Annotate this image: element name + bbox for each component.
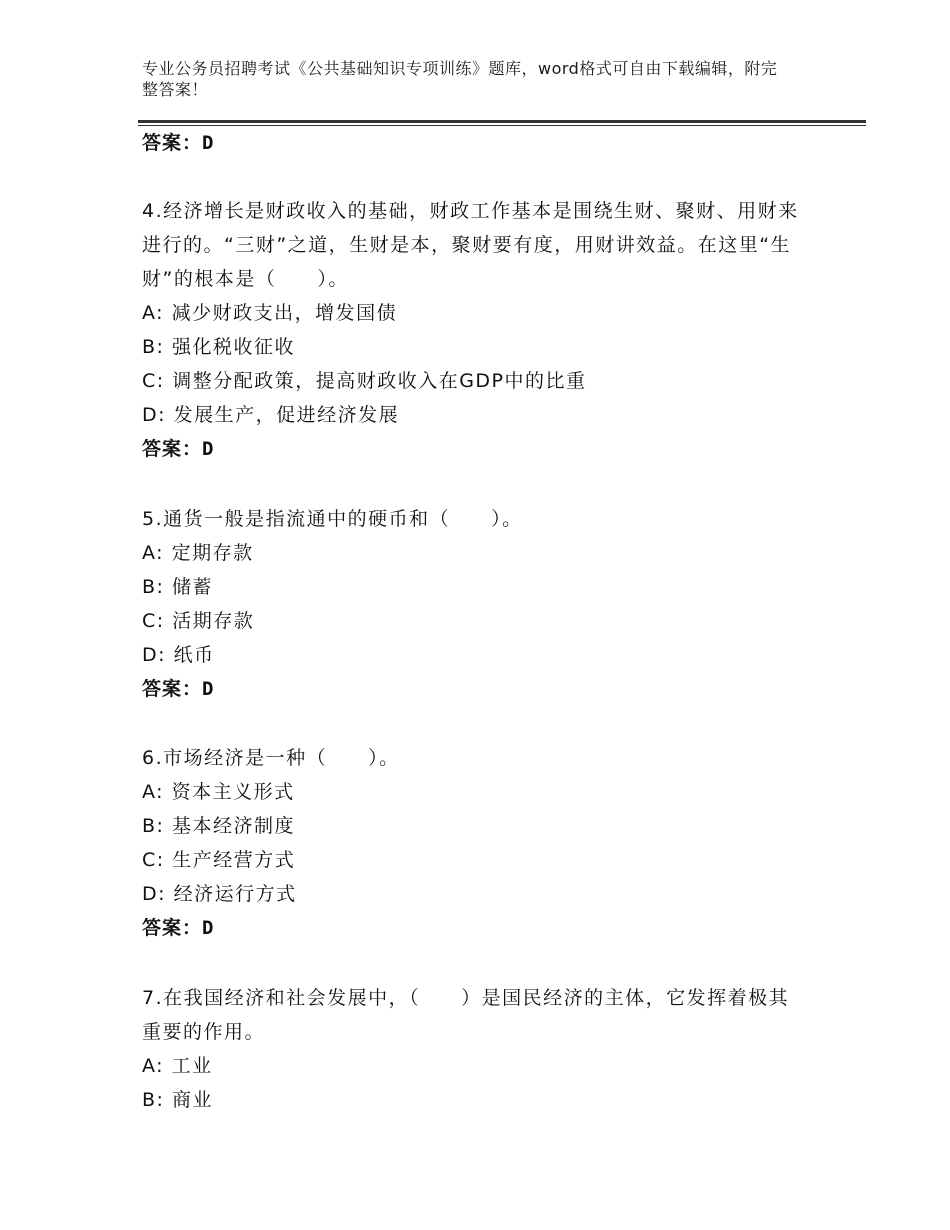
- answer: [142, 432, 802, 466]
- option-b: B: 储蓄: [142, 576, 213, 598]
- question-stem: 5.通货一般是指流通中的硬币和（ ）。: [142, 508, 523, 530]
- option-d: D: 纸币: [142, 644, 215, 666]
- option-a: A: 减少财政支出，增发国债: [142, 302, 398, 324]
- question-5: [142, 502, 802, 706]
- question-stem: 4.经济增长是财政收入的基础，财政工作基本是围绕生财、聚财、用财来进行的。“三财”之道，生财是本，聚财要有度，用财讲效益。在这里“生财”的根本是（ ）。: [142, 200, 799, 290]
- question-6: [142, 741, 802, 945]
- header-rule-thick: [138, 120, 866, 123]
- question-stem: 7.在我国经济和社会发展中，（ ）是国民经济的主体，它发挥着极其重要的作用。: [142, 987, 790, 1043]
- option-b: B: 基本经济制度: [142, 815, 295, 837]
- option-b: B: 商业: [142, 1089, 213, 1111]
- question-stem: 6.市场经济是一种（ ）。: [142, 747, 400, 769]
- answer-value: D: [202, 132, 215, 154]
- answer-label: 答案：: [142, 438, 203, 460]
- option-c: C: 活期存款: [142, 610, 255, 632]
- answer-previous: [142, 126, 802, 160]
- question-7: [142, 981, 802, 1117]
- option-a: A: 定期存款: [142, 542, 254, 564]
- option-d: D: 经济运行方式: [142, 883, 297, 905]
- answer-value: D: [202, 917, 215, 939]
- question-4: [142, 194, 802, 466]
- option-a: A: 工业: [142, 1055, 213, 1077]
- answer-label: 答案：: [142, 917, 203, 939]
- answer-value: D: [202, 678, 215, 700]
- page-header-text: 专业公务员招聘考试《公共基础知识专项训练》题库，word格式可自由下载编辑，附完整答案！: [142, 59, 778, 99]
- answer-label: 答案：: [142, 132, 203, 154]
- option-a: A: 资本主义形式: [142, 781, 295, 803]
- option-c: C: 调整分配政策，提高财政收入在GDP中的比重: [142, 370, 587, 392]
- answer-value: D: [202, 438, 215, 460]
- answer: [142, 672, 802, 706]
- answer: [142, 911, 802, 945]
- option-b: B: 强化税收征收: [142, 336, 295, 358]
- option-c: C: 生产经营方式: [142, 849, 296, 871]
- answer-label: 答案：: [142, 678, 203, 700]
- option-d: D: 发展生产，促进经济发展: [142, 404, 400, 426]
